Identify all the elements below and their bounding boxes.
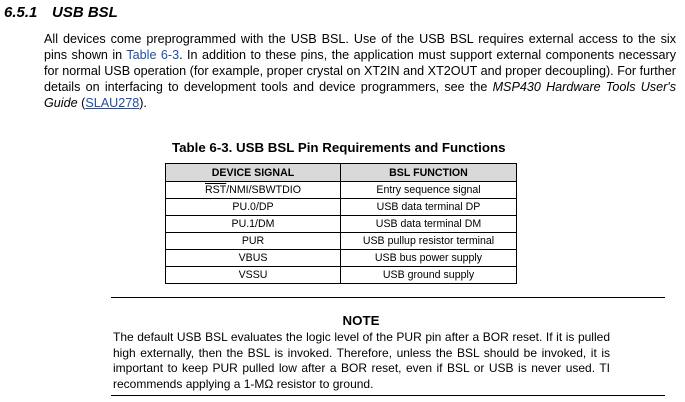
- device-signal-cell: VSSU: [166, 267, 341, 284]
- device-signal-cell: PU.1/DM: [166, 216, 341, 233]
- overlined-signal: $\overline{RST}$: [205, 184, 227, 196]
- bsl-function-cell: USB pullup resistor terminal: [341, 233, 517, 250]
- paragraph-text-3: (: [77, 96, 86, 110]
- column-header-device-signal: DEVICE SIGNAL: [166, 164, 341, 182]
- note-title: NOTE: [342, 313, 380, 328]
- guide-title: MSP430 Hardware Tools User's Guide: [44, 80, 676, 110]
- table-caption: Table 6-3. USB BSL Pin Requirements and Functions: [172, 140, 506, 155]
- table-header-row: [166, 164, 517, 182]
- pin-table: [165, 163, 517, 284]
- bsl-function-cell: USB ground supply: [341, 267, 517, 284]
- table-row: [166, 267, 517, 284]
- device-signal-cell: PU.0/DP: [166, 199, 341, 216]
- paragraph-text-4: ).: [139, 96, 147, 110]
- bsl-function-cell: USB bus power supply: [341, 250, 517, 267]
- column-header-bsl-function: BSL FUNCTION: [341, 164, 517, 182]
- table-row: [166, 250, 517, 267]
- section-number: 6.5.1: [4, 4, 38, 21]
- section-heading: [4, 4, 118, 21]
- note-top-divider: [111, 297, 665, 298]
- device-signal-cell: PUR: [166, 233, 341, 250]
- paragraph-text-1: All devices come preprogrammed with the USB BSL. Use of the USB BSL requires external access to the six pins shown in: [44, 32, 676, 62]
- device-signal-cell: VBUS: [166, 250, 341, 267]
- table-row: [166, 233, 517, 250]
- table-row: [166, 182, 517, 199]
- note-bottom-divider: [111, 395, 665, 396]
- paragraph-text-2: . In addition to these pins, the application must support external components necessary for normal USB operation (for example, proper crystal on XT2IN and XT2OUT and proper decoupling). For further details on interfacing to development tools and device programmers, see the: [44, 48, 677, 94]
- note-text: The default USB BSL evaluates the logic level of the PUR pin after a BOR reset. If it is pulled high externally, then the BSL is invoked. Therefore, unless the BSL should be invoked, it is important to keep PUR pulled low after a BOR reset, even if BSL or USB is never used. TI recommends applying a 1-MΩ resistor to ground.: [113, 330, 610, 391]
- bsl-function-cell: Entry sequence signal: [341, 182, 517, 199]
- body-paragraph: [44, 31, 676, 111]
- bsl-function-cell: USB data terminal DP: [341, 199, 517, 216]
- device-signal-cell: [166, 182, 341, 199]
- table-row: [166, 199, 517, 216]
- signal-suffix: /NMI/SBWTDIO: [226, 184, 301, 196]
- bsl-function-cell: USB data terminal DM: [341, 216, 517, 233]
- document-link[interactable]: SLAU278: [85, 96, 140, 110]
- section-title: USB BSL: [52, 4, 118, 21]
- table-reference-link[interactable]: Table 6-3: [126, 48, 180, 62]
- table-row: [166, 216, 517, 233]
